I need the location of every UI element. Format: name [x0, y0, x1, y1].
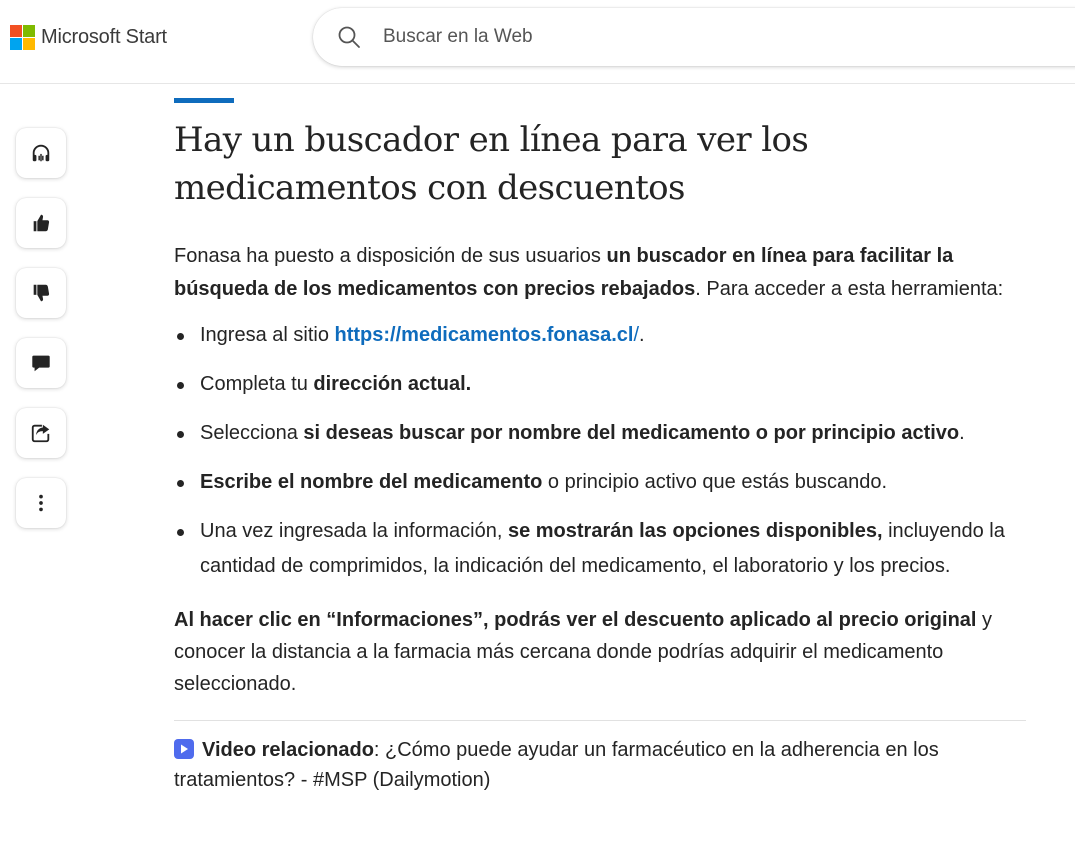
- article-headline: Hay un buscador en línea para ver los medicamentos con descuentos: [174, 120, 809, 208]
- step-bold: si deseas buscar por nombre del medicamento o por principio activo: [303, 422, 960, 444]
- brand-link[interactable]: [10, 24, 167, 50]
- dislike-button[interactable]: [16, 268, 66, 318]
- step-text-end: .: [639, 324, 645, 346]
- step-text: Completa tu: [200, 373, 314, 395]
- steps-list: [174, 318, 1034, 584]
- comment-button[interactable]: [16, 338, 66, 388]
- listen-button[interactable]: [16, 128, 66, 178]
- closing-text: y conocer la distancia a la farmacia más cercana donde podrías adquirir el medicamento seleccionado.: [174, 609, 993, 695]
- comment-icon: [30, 352, 52, 374]
- logo-square-blue: [10, 38, 22, 50]
- step-bold: se mostrarán las opciones disponibles,: [507, 520, 883, 542]
- logo-square-yellow: [23, 38, 35, 50]
- intro-text: Fonasa ha puesto a disposición de sus usuarios: [174, 245, 607, 267]
- step-text-end: o principio activo que estás buscando.: [542, 471, 888, 493]
- list-item: [174, 465, 1034, 500]
- link-tail[interactable]: /: [633, 324, 640, 346]
- headphones-icon: [30, 142, 52, 164]
- fonasa-link[interactable]: https://medicamentos.fonasa.cl: [334, 324, 634, 346]
- step-text-end: incluyendo la cantidad de comprimidos, la indicación del medicamento, el laboratorio y los precios.: [200, 520, 1005, 577]
- intro-text-end: . Para acceder a esta herramienta:: [695, 278, 1004, 300]
- closing-bold: Al hacer clic en “Informaciones”, podrás ver el descuento aplicado al precio original: [174, 609, 977, 631]
- step-bold: Escribe el nombre del medicamento: [200, 471, 543, 493]
- thumbs-up-icon: [30, 212, 52, 234]
- related-label[interactable]: Video relacionado: [202, 739, 374, 761]
- share-icon: [30, 422, 52, 444]
- closing-paragraph: [174, 604, 1034, 700]
- step-bold: dirección actual.: [313, 373, 472, 395]
- step-text: Ingresa al sitio: [200, 324, 335, 346]
- headline-accent-bar: [174, 98, 234, 103]
- list-item: [174, 514, 1034, 584]
- list-item: [174, 416, 1034, 451]
- logo-square-red: [10, 25, 22, 37]
- search-input[interactable]: [381, 22, 981, 52]
- step-text: Una vez ingresada la información,: [200, 520, 508, 542]
- intro-bold: un buscador en línea para facilitar la búsqueda de los medicamentos con precios rebajados: [174, 245, 954, 300]
- related-title[interactable]: : ¿Cómo puede ayudar un farmacéutico en la adherencia en los tratamientos? - #MSP (Dailymotion): [174, 739, 939, 791]
- more-vertical-icon: [30, 492, 52, 514]
- search-icon[interactable]: [337, 25, 361, 49]
- step-text: Selecciona: [200, 422, 304, 444]
- article-body: [174, 240, 1034, 795]
- brand-name: Microsoft Start: [41, 25, 167, 48]
- thumbs-down-icon: [30, 282, 52, 304]
- search-box[interactable]: [313, 8, 1075, 66]
- like-button[interactable]: [16, 198, 66, 248]
- list-item: [174, 318, 1034, 353]
- play-icon: [174, 739, 194, 759]
- share-button[interactable]: [16, 408, 66, 458]
- top-bar: [0, 0, 1075, 84]
- step-text-end: .: [959, 422, 965, 444]
- related-video-link[interactable]: [174, 735, 1034, 795]
- more-options-button[interactable]: [16, 478, 66, 528]
- logo-square-green: [23, 25, 35, 37]
- microsoft-logo-icon: [10, 25, 35, 50]
- list-item: [174, 367, 1034, 402]
- divider: [174, 720, 1026, 721]
- intro-paragraph: [174, 240, 1034, 306]
